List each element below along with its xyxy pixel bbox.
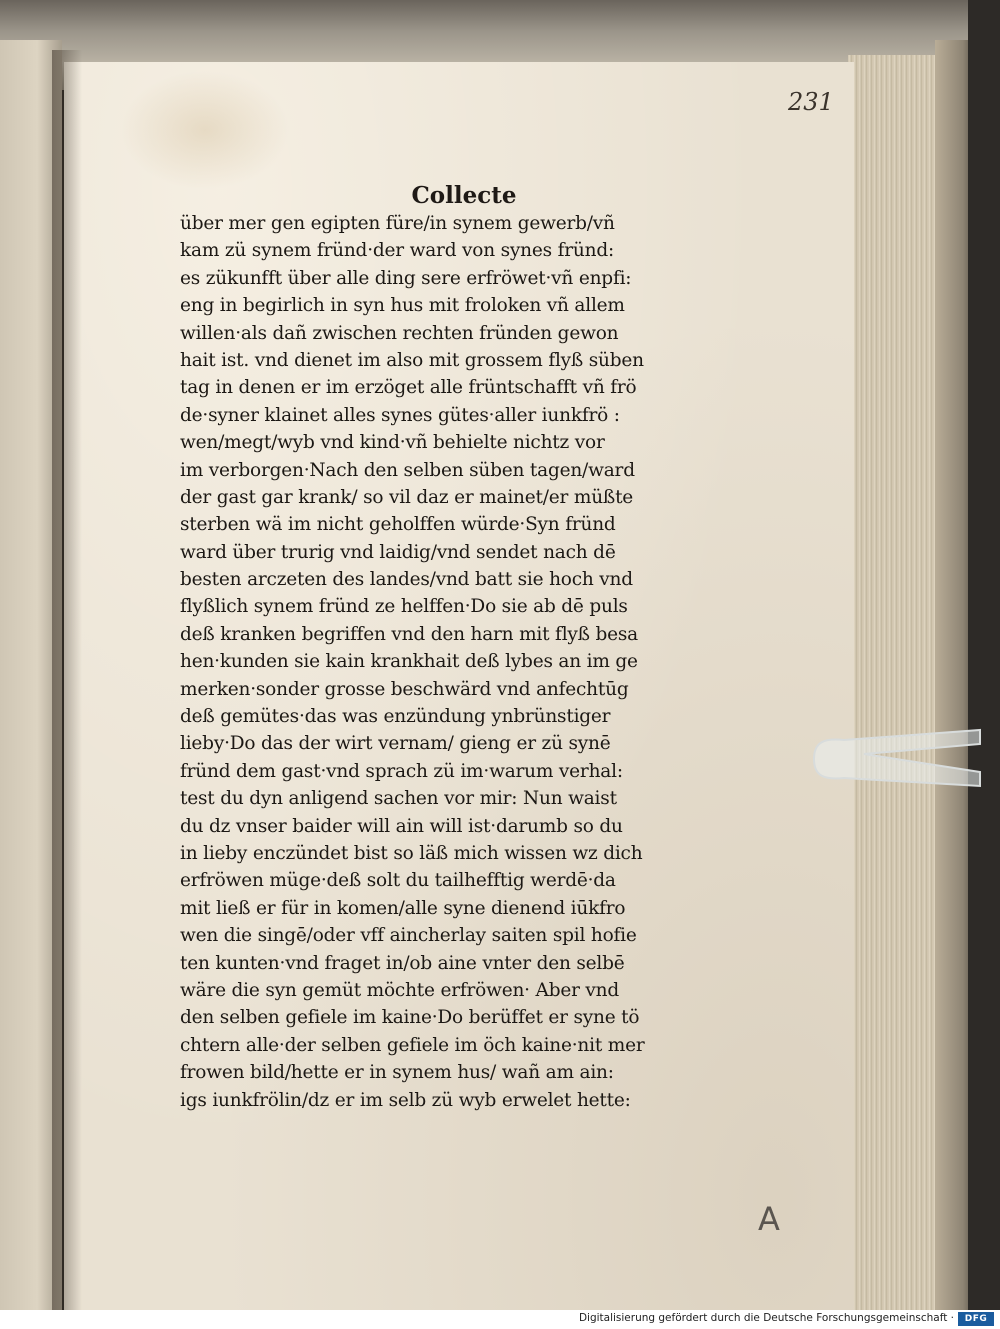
- text-line: ten kunten·vnd fraget in/ob aine vnter den selbē: [180, 952, 625, 974]
- text-line: du dz vnser baider will ain will ist·darumb so du: [180, 815, 623, 837]
- text-line: wäre die syn gemüt möchte erfröwen· Aber vnd: [180, 979, 620, 1001]
- text-line: frowen bild/hette er in synem hus/ wañ am ain:: [180, 1062, 614, 1084]
- text-line: mit ließ er für in komen/alle syne dienend iūkfro: [180, 897, 626, 919]
- text-line: wen die singē/oder vff aincherlay saiten spil hofie: [180, 925, 637, 947]
- text-line: chtern alle·der selben gefiele im öch kaine·nit mer: [180, 1034, 645, 1056]
- dfg-logo: DFG: [958, 1312, 994, 1326]
- text-line: eng in begirlich in syn hus mit froloken vñ allem: [180, 295, 625, 317]
- text-line: de·syner klainet alles synes gütes·aller iunkfrö :: [180, 404, 620, 426]
- text-line: flyßlich synem fründ ze helffen·Do sie ab dē puls: [180, 596, 628, 618]
- text-line: den selben gefiele im kaine·Do berüffet er syne tö: [180, 1007, 640, 1029]
- text-line: im verborgen·Nach den selben süben tagen/ward: [180, 459, 635, 481]
- background-right: [968, 0, 1000, 1310]
- text-line: tag in denen er im erzöget alle früntschafft vñ frö: [180, 377, 637, 399]
- text-line: sterben wä im nicht geholffen würde·Syn fründ: [180, 514, 616, 536]
- text-line: der gast gar krank/ so vil daz er mainet/er müßte: [180, 486, 634, 508]
- text-line: in lieby enczündet bist so läß mich wissen wz dich: [180, 842, 643, 864]
- footer-credit: Digitalisierung gefördert durch die Deutsche Forschungsgemeinschaft ·: [578, 1312, 954, 1324]
- gutter-shadow: [52, 50, 82, 1320]
- text-line: igs iunkfrölin/dz er im selb zü wyb erwelet hette:: [180, 1089, 631, 1111]
- folio-number: 231: [788, 88, 834, 116]
- text-line: test du dyn anligend sachen vor mir: Nun waist: [180, 788, 617, 810]
- heading-text: Collecte: [411, 182, 517, 209]
- text-line: hen·kunden sie kain krankhait deß lybes an im ge: [180, 651, 638, 673]
- text-line: willen·als dañ zwischen rechten fründen gewon: [180, 322, 619, 344]
- text-line: deß kranken begriffen vnd den harn mit flyß besa: [180, 623, 639, 645]
- text-line: ward über trurig vnd laidig/vnd sendet nach dē: [180, 541, 616, 563]
- text-line: deß gemütes·das was enzündung ynbrünstiger: [180, 706, 611, 728]
- text-line: erfröwen müge·deß solt du tailhefftig werdē·da: [180, 870, 616, 892]
- text-line: kam zü synem fründ·der ward von synes fründ:: [180, 240, 614, 262]
- text-line: lieby·Do das der wirt vernam/ gieng er zü synē: [180, 733, 611, 755]
- text-line: hait ist. vnd dienet im also mit grossem flyß süben: [180, 349, 644, 371]
- page-clip-bookmark: [804, 728, 984, 790]
- running-heading: [0, 182, 928, 209]
- pencil-mark: A: [758, 1200, 780, 1238]
- text-line: wen/megt/wyb vnd kind·vñ behielte nichtz vor: [180, 432, 605, 454]
- footer-bar: [0, 1310, 1000, 1329]
- text-line: besten arczeten des landes/vnd batt sie hoch vnd: [180, 569, 633, 591]
- clip-body: [814, 730, 980, 786]
- text-line: merken·sonder grosse beschwärd vnd anfechtūg: [180, 678, 629, 700]
- text-block: [180, 210, 700, 1114]
- text-line: über mer gen egipten füre/in synem gewerb/vñ: [180, 213, 615, 234]
- text-line: es zükunfft über alle ding sere erfröwet·vñ enpfi:: [180, 267, 632, 289]
- paper-stain: [120, 70, 290, 190]
- text-line: fründ dem gast·vnd sprach zü im·warum verhal:: [180, 760, 623, 782]
